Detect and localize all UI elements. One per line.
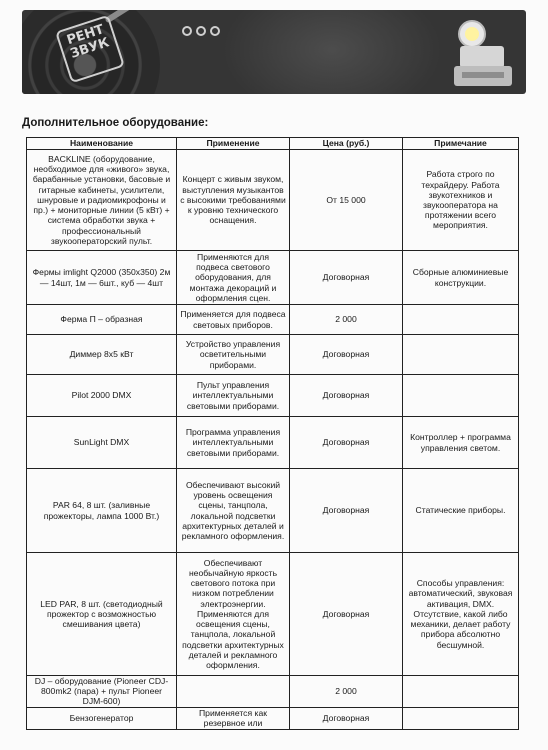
cell-price: Договорная bbox=[290, 375, 403, 417]
banner-glow bbox=[222, 10, 442, 94]
column-header-note: Примечание bbox=[403, 138, 519, 150]
decorative-dots bbox=[182, 26, 220, 36]
cell-usage: Применяется для подвеса световых приборов. bbox=[177, 305, 290, 335]
table-row bbox=[27, 417, 519, 469]
column-header-price: Цена (руб.) bbox=[290, 138, 403, 150]
table-row bbox=[27, 553, 519, 676]
cell-price: Договорная bbox=[290, 707, 403, 729]
column-header-name: Наименование bbox=[27, 138, 177, 150]
cell-price: Договорная bbox=[290, 417, 403, 469]
cell-price: От 15 000 bbox=[290, 150, 403, 251]
section-title: Дополнительное оборудование: bbox=[22, 117, 209, 129]
cell-usage: Обеспечивают необычайную яркость светового потока при низком потреблении электроэнергии. Применяются для освещения сцены, танцпола, локальной подсветки архитектурных деталей и рекламного оформления. bbox=[177, 553, 290, 676]
cell-note bbox=[403, 375, 519, 417]
dot-icon bbox=[196, 26, 206, 36]
table-row bbox=[27, 375, 519, 417]
cell-name: Фермы imlight Q2000 (350х350) 2м — 14шт, 1м — 6шт., куб — 4шт bbox=[27, 251, 177, 305]
cell-note: Работа строго по техрайдеру. Работа звукотехников и звукооператора на протяжении всего мероприятия. bbox=[403, 150, 519, 251]
cell-name: PAR 64, 8 шт. (заливные прожекторы, лампа 1000 Вт.) bbox=[27, 469, 177, 553]
cell-note: Контроллер + программа управления светом. bbox=[403, 417, 519, 469]
equipment-table bbox=[26, 137, 519, 730]
cell-name: LED PAR, 8 шт. (светодиодный прожектор с возможностью смешивания цвета) bbox=[27, 553, 177, 676]
cell-usage: Применяется как резервное или bbox=[177, 707, 290, 729]
table-row bbox=[27, 707, 519, 729]
logo-stamp: РЕНТ ЗВУК bbox=[55, 15, 125, 84]
cell-price: Договорная bbox=[290, 251, 403, 305]
column-header-usage: Применение bbox=[177, 138, 290, 150]
cell-name: DJ – оборудование (Pioneer CDJ-800mk2 (пара) + пульт Pioneer DJM-600) bbox=[27, 676, 177, 708]
cell-usage: Концерт с живым звуком, выступления музыкантов с высокими требованиями к уровню технического оснащения. bbox=[177, 150, 290, 251]
cell-name: Ферма П – образная bbox=[27, 305, 177, 335]
cell-price: 2 000 bbox=[290, 676, 403, 708]
cell-name: SunLight DMX bbox=[27, 417, 177, 469]
cell-usage: Устройство управления осветительными приборами. bbox=[177, 335, 290, 375]
table-row bbox=[27, 150, 519, 251]
cell-note bbox=[403, 707, 519, 729]
cell-price: 2 000 bbox=[290, 305, 403, 335]
moving-head-light-icon bbox=[448, 16, 518, 90]
cell-note: Статические приборы. bbox=[403, 469, 519, 553]
cell-usage: Программа управления интеллектуальными световыми приборами. bbox=[177, 417, 290, 469]
cell-name: Pilot 2000 DMX bbox=[27, 375, 177, 417]
cell-name: BACKLINE (оборудование, необходимое для «живого» звука, барабанные установки, басовые и гитарные кабинеты, усилители, шнуровые и радиомикрофоны и пр.) + мониторные линии (5 кВт) + система обработки звука + профессиональный звукооператорский пульт. bbox=[27, 150, 177, 251]
table-row bbox=[27, 676, 519, 708]
cell-usage bbox=[177, 676, 290, 708]
cell-price: Договорная bbox=[290, 469, 403, 553]
cell-price: Договорная bbox=[290, 553, 403, 676]
cell-note bbox=[403, 305, 519, 335]
header-banner bbox=[22, 10, 526, 94]
table-row bbox=[27, 305, 519, 335]
table-row bbox=[27, 469, 519, 553]
cell-usage: Пульт управления интеллектуальными световыми приборами. bbox=[177, 375, 290, 417]
cell-note bbox=[403, 676, 519, 708]
dot-icon bbox=[182, 26, 192, 36]
cell-note: Способы управления: автоматический, звуковая активация, DMX. Отсутствие, какой либо механики, делает работу прибора абсолютно бесшумной. bbox=[403, 553, 519, 676]
cell-name: Диммер 8х5 кВт bbox=[27, 335, 177, 375]
cell-note: Сборные алюминиевые конструкции. bbox=[403, 251, 519, 305]
cell-price: Договорная bbox=[290, 335, 403, 375]
cell-usage: Обеспечивают высокий уровень освещения сцены, танцпола, локальной подсветки архитектурных деталей и рекламного оформления. bbox=[177, 469, 290, 553]
cell-note bbox=[403, 335, 519, 375]
table-header-row bbox=[27, 138, 519, 150]
table-row bbox=[27, 251, 519, 305]
cell-usage: Применяются для подвеса светового оборудования, для монтажа декораций и оформления сцен. bbox=[177, 251, 290, 305]
table-row bbox=[27, 335, 519, 375]
cell-name: Бензогенератор bbox=[27, 707, 177, 729]
dot-icon bbox=[210, 26, 220, 36]
